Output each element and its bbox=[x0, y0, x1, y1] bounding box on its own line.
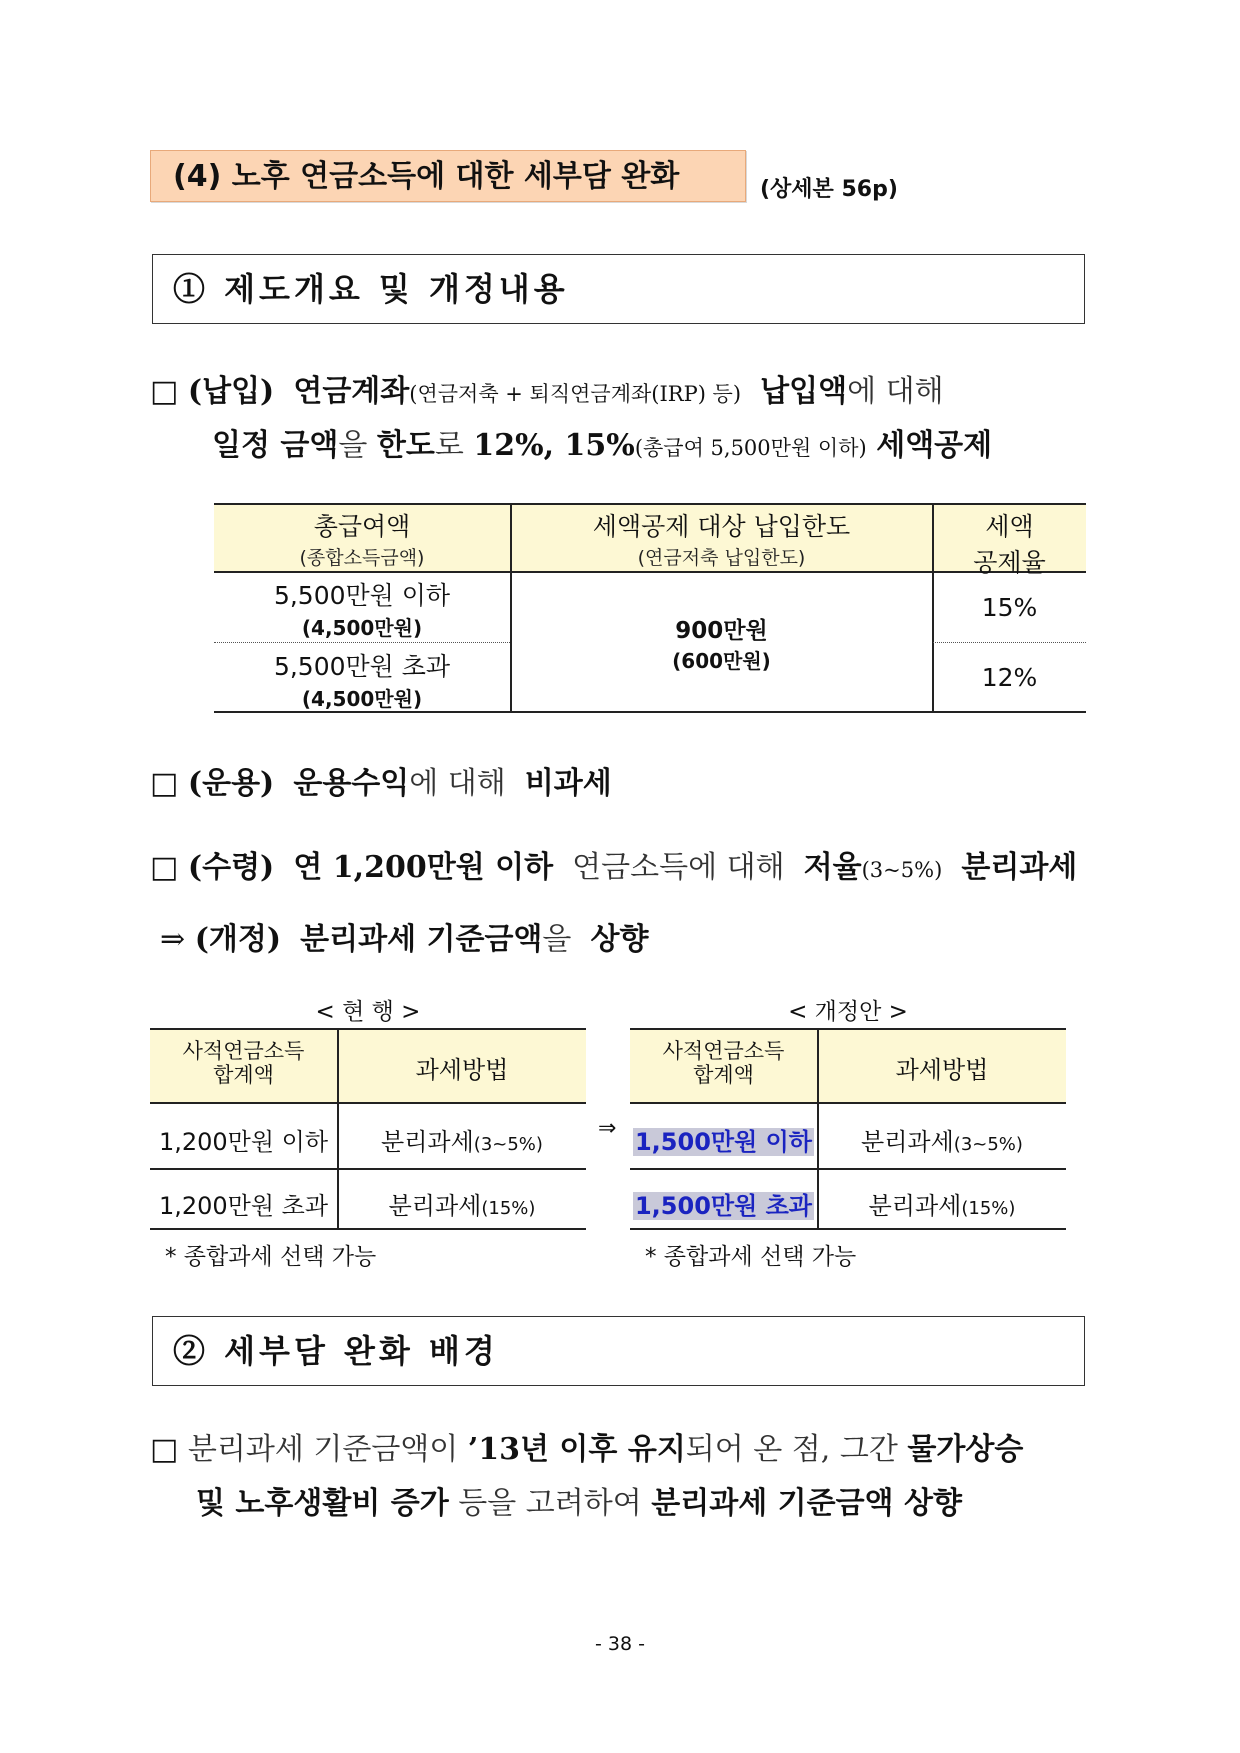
pension-account-paren: (연금저축 + 퇴직연금계좌(IRP) 등) bbox=[409, 382, 742, 406]
revised-row2-method bbox=[818, 1186, 1066, 1221]
revised-note: * 종합과세 선택 가능 bbox=[645, 1244, 857, 1270]
table-rule bbox=[630, 1102, 1066, 1104]
header-label: 합계액 bbox=[213, 1063, 274, 1087]
text: 에 대해 bbox=[847, 374, 944, 409]
row-divider bbox=[214, 642, 510, 643]
revised-row1-amount bbox=[630, 1122, 817, 1157]
header-payment-limit bbox=[511, 507, 932, 570]
row-under-5500 bbox=[214, 576, 510, 641]
tag-revision: (개정) bbox=[194, 922, 282, 957]
method-label: 분리과세 bbox=[381, 1128, 474, 1156]
limit-main: 900만원 bbox=[675, 618, 768, 644]
tag-operation: (운용) bbox=[187, 766, 275, 801]
text: 연금소득에 대해 bbox=[572, 850, 785, 885]
term-tax-exempt: 비과세 bbox=[524, 766, 612, 801]
term: 물가상승 bbox=[907, 1432, 1024, 1467]
term: 분리과세 기준금액 상향 bbox=[651, 1486, 962, 1521]
header-label: 세액 bbox=[985, 512, 1034, 541]
term-tax-credit: 세액공제 bbox=[876, 428, 993, 463]
header-credit-rate bbox=[933, 507, 1086, 579]
method-label: 분리과세 bbox=[868, 1192, 962, 1220]
revised-table bbox=[630, 1028, 1066, 1260]
arrow-icon: ⇒ bbox=[598, 1116, 617, 1141]
rates-paren: (총급여 5,500만원 이하) bbox=[634, 436, 867, 460]
term: 한도 bbox=[376, 428, 435, 463]
table-rule bbox=[214, 503, 1086, 505]
row-sublabel: (4,500만원) bbox=[301, 687, 423, 711]
term: 및 노후생활비 증가 bbox=[196, 1486, 449, 1521]
table-rule bbox=[630, 1168, 1066, 1170]
term-separate-tax: 분리과세 bbox=[961, 850, 1078, 885]
header-tax-method: 과세방법 bbox=[895, 1056, 989, 1084]
tax-credit-table bbox=[214, 503, 1086, 713]
section-reference: (상세본 56p) bbox=[760, 177, 898, 202]
paragraph-receipt bbox=[150, 840, 1077, 898]
paragraph-payment-line2 bbox=[212, 418, 992, 476]
subsection-title-2: ② 세부담 완화 배경 bbox=[152, 1316, 1085, 1386]
term: 일정 금액 bbox=[212, 428, 339, 463]
table-rule bbox=[630, 1028, 1066, 1030]
rate-12: 12% bbox=[981, 663, 1038, 692]
method-rate: (3~5%) bbox=[473, 1134, 543, 1155]
header-sublabel: (연금저축 납입한도) bbox=[637, 547, 806, 569]
limit-sub: (600만원) bbox=[672, 649, 771, 673]
header-sublabel: (종합소득금액) bbox=[299, 547, 425, 569]
header-label: 합계액 bbox=[693, 1063, 754, 1087]
method-rate: (15%) bbox=[481, 1198, 536, 1219]
row-divider bbox=[933, 642, 1086, 643]
text: 분리과세 기준금액이 bbox=[187, 1432, 459, 1467]
header-tax-method: 과세방법 bbox=[415, 1056, 509, 1084]
text: 로 bbox=[434, 428, 464, 463]
subsection-title-1: ① 제도개요 및 개정내용 bbox=[152, 254, 1085, 324]
header-label: 총급여액 bbox=[313, 512, 411, 541]
table-rule bbox=[150, 1028, 586, 1030]
header-label: 공제율 bbox=[973, 548, 1046, 577]
paragraph-background-line1 bbox=[150, 1422, 1023, 1478]
paragraph-background-line2 bbox=[196, 1476, 962, 1532]
term: 분리과세 기준금액 bbox=[300, 922, 543, 957]
method-rate: (3~5%) bbox=[953, 1134, 1023, 1155]
term: 연 1,200만원 이하 bbox=[293, 850, 554, 885]
row-label: 5,500만원 초과 bbox=[273, 652, 451, 681]
table-rule bbox=[150, 1102, 586, 1104]
header-label: 사적연금소득 bbox=[182, 1039, 305, 1063]
header-label: 세액공제 대상 납입한도 bbox=[592, 512, 851, 541]
text: 을 bbox=[338, 428, 368, 463]
current-row1-method bbox=[338, 1122, 586, 1157]
term: 저율 bbox=[803, 850, 862, 885]
bullet: □ bbox=[150, 374, 179, 409]
text: 에 대해 bbox=[409, 766, 506, 801]
table-rule bbox=[150, 1168, 586, 1170]
current-row1-amount: 1,200만원 이하 bbox=[158, 1128, 329, 1156]
text: 등을 고려하여 bbox=[458, 1486, 642, 1521]
rate-paren: (3~5%) bbox=[861, 858, 943, 882]
paragraph-payment-line1 bbox=[150, 364, 944, 422]
current-row2-amount: 1,200만원 초과 bbox=[158, 1192, 329, 1220]
row-label: 5,500만원 이하 bbox=[273, 581, 451, 610]
current-note: * 종합과세 선택 가능 bbox=[165, 1244, 377, 1270]
table-rule bbox=[630, 1228, 1066, 1230]
tag-receipt: (수령) bbox=[187, 850, 275, 885]
row-sublabel: (4,500만원) bbox=[301, 616, 423, 640]
term-pension-account: 연금계좌 bbox=[293, 374, 410, 409]
paragraph-revision bbox=[160, 912, 648, 968]
method-label: 분리과세 bbox=[861, 1128, 954, 1156]
header-total-salary bbox=[214, 507, 510, 570]
method-rate: (15%) bbox=[961, 1198, 1016, 1219]
section-title: (4) 노후 연금소득에 대한 세부담 완화 bbox=[150, 150, 746, 202]
revised-title: < 개정안 > bbox=[788, 999, 908, 1025]
row-over-5500 bbox=[214, 647, 510, 712]
header-pension-total bbox=[150, 1039, 337, 1087]
current-title: < 현 행 > bbox=[315, 999, 421, 1025]
term: 운용수익 bbox=[293, 766, 410, 801]
bullet: □ bbox=[150, 1432, 179, 1467]
paragraph-operation bbox=[150, 756, 612, 812]
page-number: - 38 - bbox=[595, 1633, 645, 1655]
highlighted-amount: 1,500만원 이하 bbox=[634, 1128, 812, 1156]
header-pension-total bbox=[630, 1039, 817, 1087]
bullet: □ bbox=[150, 850, 179, 885]
current-table bbox=[150, 1028, 586, 1260]
revised-row2-amount bbox=[630, 1186, 817, 1221]
term-payment-amount: 납입액 bbox=[760, 374, 848, 409]
method-label: 분리과세 bbox=[388, 1192, 482, 1220]
rate-15: 15% bbox=[981, 593, 1038, 622]
tag-payment: (납입) bbox=[187, 374, 275, 409]
text: 을 bbox=[542, 922, 572, 957]
payment-limit-value bbox=[511, 612, 932, 674]
table-rule bbox=[150, 1228, 586, 1230]
term-raise: 상향 bbox=[590, 922, 649, 957]
bullet: □ bbox=[150, 766, 179, 801]
revised-row1-method bbox=[818, 1122, 1066, 1157]
header-label: 사적연금소득 bbox=[662, 1039, 785, 1063]
arrow-icon: ⇒ bbox=[160, 922, 186, 957]
highlighted-amount: 1,500만원 초과 bbox=[634, 1192, 812, 1220]
term-rates: 12%, 15% bbox=[473, 428, 635, 463]
text: 되어 온 점, 그간 bbox=[685, 1432, 898, 1467]
current-row2-method bbox=[338, 1186, 586, 1221]
term: ’13년 이후 유지 bbox=[467, 1432, 686, 1467]
